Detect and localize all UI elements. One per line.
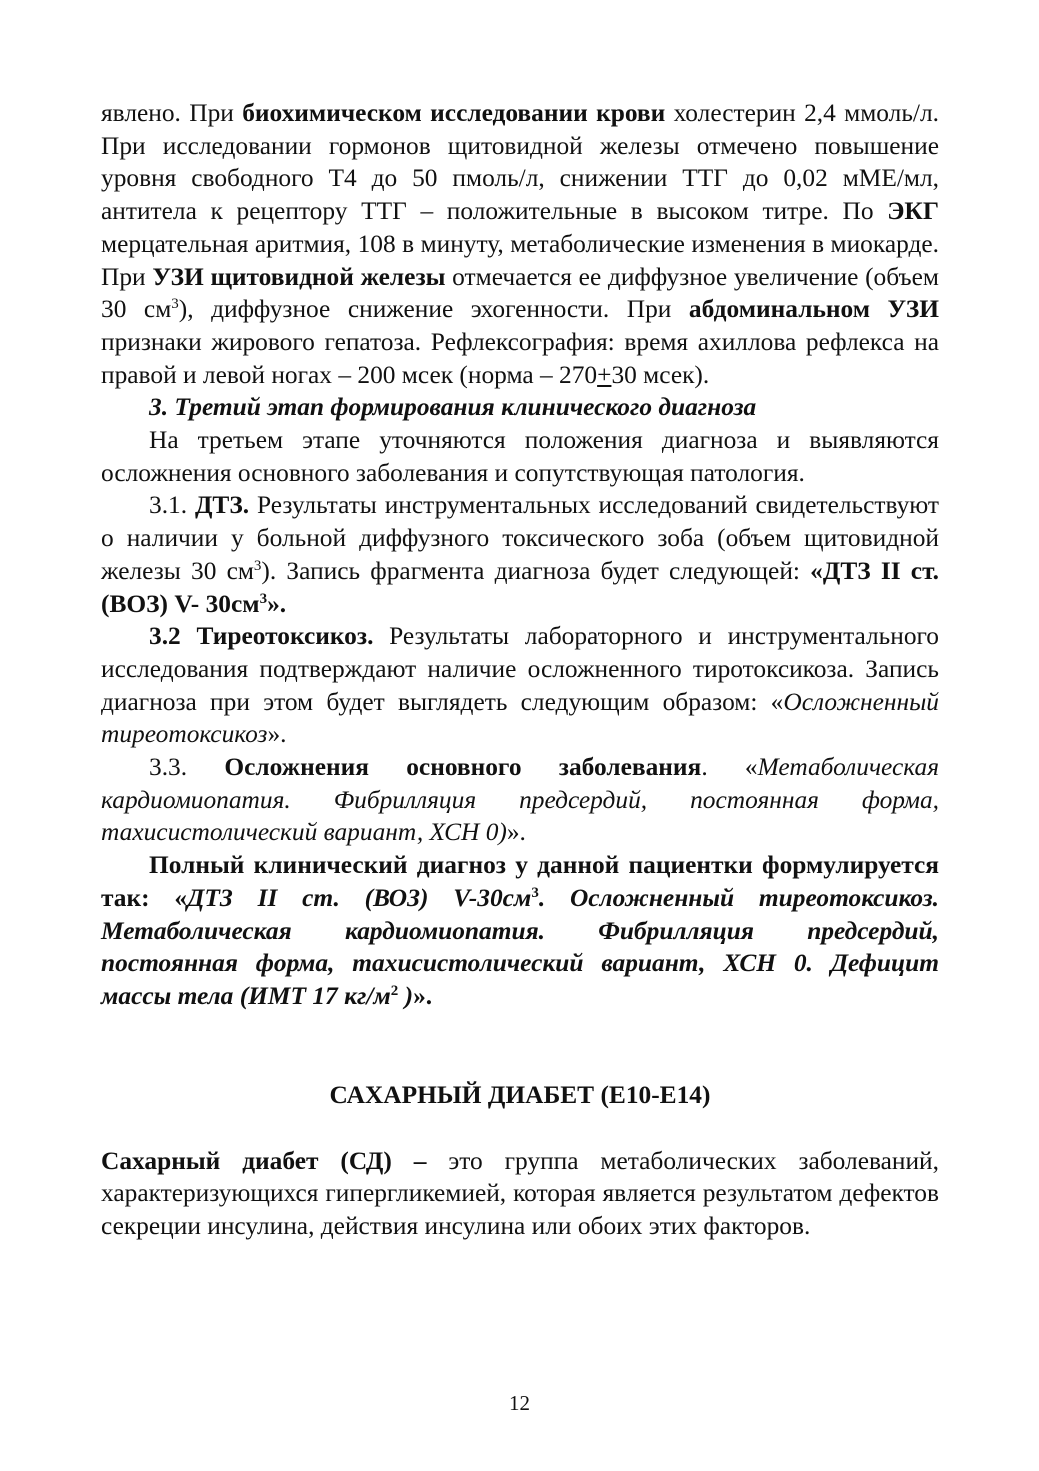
text: мерцательная аритмия, 108 в минуту, метаболические изменения в миокарде. При — [101, 229, 939, 291]
text: ». — [267, 720, 287, 749]
bold-term: 3.2 Тиреотоксикоз. — [149, 622, 374, 651]
text: Результаты лабораторного и инструментального исследования подтверждают наличие осложненного тиротоксикоза. Запись диагноза при этом будет выглядеть следующим образом: « — [101, 622, 939, 716]
section-subtitle — [101, 391, 939, 424]
text: ), диффузное снижение эхогенности. При — [178, 295, 689, 324]
superscript: 3 — [171, 296, 179, 313]
paragraph-lab-results — [101, 97, 939, 391]
paragraph-diabetes-definition — [101, 1145, 939, 1243]
paragraph-3-2 — [101, 620, 939, 751]
paragraph-3-3 — [101, 751, 939, 849]
paragraph-third-stage — [101, 424, 939, 489]
text: признаки жирового гепатоза. Рефлексография: время ахиллова рефлекса на правой и левой ногах – 200 мсек (норма – 270 — [101, 327, 939, 389]
text: явлено. При — [101, 99, 243, 127]
text: ). Запись фрагмента диагноза будет следующей: — [261, 556, 811, 585]
bold-term: Полный клинический диагноз у данной пациентки формулируется так: « — [101, 851, 939, 912]
italic-text: Осложненный тиреотоксикоз — [101, 687, 939, 749]
text: 30 мсек). — [611, 360, 710, 389]
italic-text: Метаболическая кардиомиопатия. Фибрилляция предсердий, постоянная форма, тахисистолический вариант, ХСН 0) — [101, 753, 940, 847]
superscript: 3 — [259, 590, 268, 607]
bold-term: УЗИ щитовидной железы — [152, 262, 446, 291]
text: отмечается ее диффузное увеличение (объем 30 см — [101, 262, 939, 324]
bold-term: ». — [413, 981, 433, 1010]
text: Результаты инструментальных исследований свидетельствуют о наличии у больной диффузного токсического зоба (объем щитовидной железы 30 см — [101, 491, 940, 585]
bold-italic-heading: 3. Третий этап формирования клинического диагноза — [149, 393, 757, 422]
bold-italic-text: ) — [398, 981, 414, 1010]
superscript: 2 — [390, 982, 399, 999]
bold-italic-text: ДТЗ II ст. (ВОЗ) V-30см — [187, 883, 532, 912]
bold-term: «ДТЗ II ст. (ВОЗ) V- 30см — [101, 556, 939, 618]
text: На третьем этапе уточняются положения диагноза и выявляются осложнения основного заболевания и сопутствующая патология. — [101, 426, 939, 487]
text: 3.3. — [149, 753, 225, 782]
page-number: 12 — [509, 1391, 530, 1415]
section-heading: САХАРНЫЙ ДИАБЕТ (Е10-Е14) — [329, 1080, 711, 1109]
bold-term: абдоминальном УЗИ — [688, 295, 939, 324]
paragraph-full-diagnosis — [101, 849, 939, 1013]
bold-term: ЭКГ — [887, 197, 939, 226]
bold-italic-text: . Осложненный тиреотоксикоз. Метаболическая кардиомиопатия. Фибрилляция предсердий, постоянная форма, тахисистолический вариант, ХСН 0. Дефицит массы тела (ИМТ 17 кг/м — [101, 883, 940, 1010]
text: . « — [701, 753, 758, 782]
bold-term: Сахарный диабет (СД) – — [101, 1146, 427, 1175]
bold-term: Осложнения основного заболевания — [224, 753, 702, 782]
bold-term: биохимическом исследовании крови — [242, 99, 666, 127]
plus-minus-sign: + — [597, 360, 612, 389]
text: 3.1. — [149, 491, 195, 520]
bold-term: ДТЗ. — [194, 491, 250, 520]
text: ». — [506, 818, 526, 847]
paragraph-3-1 — [101, 489, 939, 620]
text: это группа метаболических заболеваний, характеризующихся гипергликемией, которая является результатом дефектов секреции инсулина, действия инсулина или обоих этих факторов. — [101, 1146, 939, 1241]
document-page — [101, 97, 939, 1243]
text: холестерин 2,4 ммоль/л. При исследовании гормонов щитовидной железы отмечено повышение уровня свободного Т4 до 50 пмоль/л, снижении ТТГ до 0,02 мМЕ/мл, антитела к рецептору ТТГ – положительные в высоком титре. По — [101, 99, 939, 226]
superscript: 3 — [253, 557, 262, 574]
superscript: 3 — [531, 884, 539, 901]
bold-term: ». — [267, 589, 287, 618]
